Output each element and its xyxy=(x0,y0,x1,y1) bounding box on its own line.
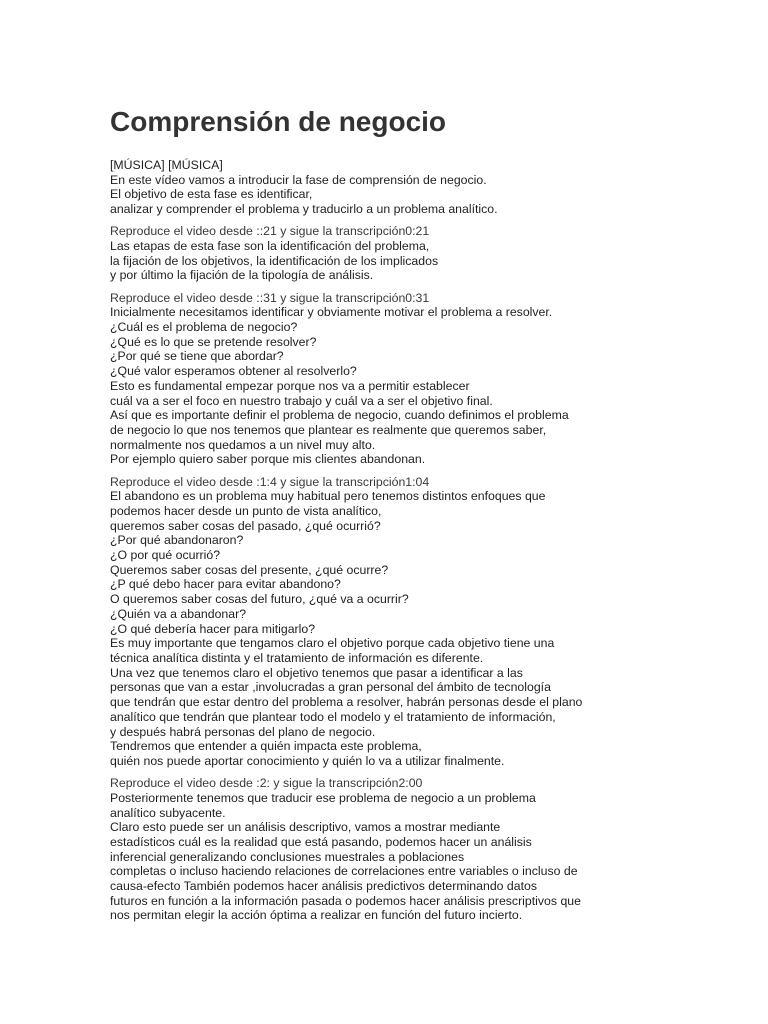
transcript-line: que tendrán que estar dentro del problema a resolver, habrán personas desde el plano xyxy=(110,695,583,710)
transcript-line: [MÚSICA] [MÚSICA] xyxy=(110,158,223,172)
transcript-line: ¿Qué valor esperamos obtener al resolverlo? xyxy=(110,364,357,379)
transcript-line: futuros en función a la información pasada o podemos hacer análisis prescriptivos que xyxy=(110,893,581,908)
transcript-line: inferencial generalizando conclusiones muestrales a poblaciones xyxy=(110,849,465,864)
transcript-line: ¿Por qué se tiene que abordar? xyxy=(110,349,284,364)
document-page xyxy=(110,104,670,931)
timestamp-link[interactable]: Reproduce el video desde :2: y sigue la transcripción2:00 xyxy=(110,776,423,791)
transcript-section xyxy=(110,224,670,283)
transcript-line: y por último la fijación de la tipología de análisis. xyxy=(110,268,374,283)
transcript-section xyxy=(110,475,670,769)
transcript-line: y después habrá personas del plano de negocio. xyxy=(110,724,376,739)
transcript-body xyxy=(110,158,670,923)
transcript-line: Queremos saber cosas del presente, ¿qué ocurre? xyxy=(110,562,389,577)
transcript-section xyxy=(110,776,670,923)
transcript-line: El objetivo de esta fase es identificar, xyxy=(110,187,313,202)
transcript-line: cuál va a ser el foco en nuestro trabajo y cuál va a ser el objetivo final. xyxy=(110,393,493,408)
transcript-line: normalmente nos quedamos a un nivel muy alto. xyxy=(110,437,376,452)
transcript-line: Las etapas de esta fase son la identificación del problema, xyxy=(110,239,430,254)
timestamp-link[interactable]: Reproduce el video desde :1:4 y sigue la transcripción1:04 xyxy=(110,474,430,489)
transcript-line: analítico que tendrán que plantear todo el modelo y el tratamiento de información, xyxy=(110,709,556,724)
timestamp-link[interactable]: Reproduce el video desde ::31 y sigue la transcripción0:31 xyxy=(110,290,430,305)
transcript-line: En este vídeo vamos a introducir la fase de comprensión de negocio. xyxy=(110,172,487,187)
page-title: Comprensión de negocio xyxy=(110,106,447,137)
transcript-line: podemos hacer desde un punto de vista analítico, xyxy=(110,503,382,518)
transcript-line: Inicialmente necesitamos identificar y obviamente motivar el problema a resolver. xyxy=(110,305,553,320)
transcript-line: Así que es importante definir el problema de negocio, cuando definimos el problema xyxy=(110,408,569,423)
transcript-line: técnica analítica distinta y el tratamiento de información es diferente. xyxy=(110,651,484,665)
transcript-section xyxy=(110,291,670,467)
transcript-line: causa-efecto También podemos hacer análisis predictivos determinando datos xyxy=(110,879,537,894)
transcript-line: ¿P qué debo hacer para evitar abandono? xyxy=(110,577,341,592)
transcript-line: la fijación de los objetivos, la identificación de los implicados xyxy=(110,253,439,268)
transcript-line: Por ejemplo quiero saber porque mis clientes abandonan. xyxy=(110,452,426,467)
transcript-line: queremos saber cosas del pasado, ¿qué ocurrió? xyxy=(110,518,381,533)
transcript-line: ¿Por qué abandonaron? xyxy=(110,533,244,548)
transcript-line: El abandono es un problema muy habitual pero tenemos distintos enfoques que xyxy=(110,489,546,504)
transcript-line: personas que van a estar ,involucradas a gran personal del ámbito de tecnología xyxy=(110,680,551,695)
transcript-section xyxy=(110,158,670,217)
transcript-line: de negocio lo que nos tenemos que plantear es realmente que queremos saber, xyxy=(110,422,547,437)
transcript-line: nos permitan elegir la acción óptima a realizar en función del futuro incierto. xyxy=(110,908,523,923)
transcript-line: Una vez que tenemos claro el objetivo tenemos que pasar a identificar a las xyxy=(110,665,523,680)
transcript-line: estadísticos cuál es la realidad que está pasando, podemos hacer un análisis xyxy=(110,834,532,849)
transcript-line: Tendremos que entender a quién impacta este problema, xyxy=(110,739,422,754)
transcript-line: ¿O por qué ocurrió? xyxy=(110,548,221,563)
transcript-line: ¿Quién va a abandonar? xyxy=(110,606,247,621)
transcript-line: ¿O qué debería hacer para mitigarlo? xyxy=(110,621,316,636)
timestamp-link[interactable]: Reproduce el video desde ::21 y sigue la transcripción0:21 xyxy=(110,224,430,239)
transcript-line: Es muy importante que tengamos claro el objetivo porque cada objetivo tiene una xyxy=(110,636,555,651)
transcript-line: quién nos puede aportar conocimiento y quién lo va a utilizar finalmente. xyxy=(110,753,505,768)
transcript-line: Esto es fundamental empezar porque nos va a permitir establecer xyxy=(110,378,470,393)
transcript-line: Posteriormente tenemos que traducir ese problema de negocio a un problema xyxy=(110,790,536,805)
transcript-line: completas o incluso haciendo relaciones de correlaciones entre variables o incluso de xyxy=(110,864,578,879)
transcript-line: O queremos saber cosas del futuro, ¿qué va a ocurrir? xyxy=(110,592,409,607)
transcript-line: Claro esto puede ser un análisis descriptivo, vamos a mostrar mediante xyxy=(110,820,501,835)
transcript-line: ¿Qué es lo que se pretende resolver? xyxy=(110,334,317,349)
transcript-line: analizar y comprender el problema y traducirlo a un problema analítico. xyxy=(110,202,498,217)
transcript-line: analítico subyacente. xyxy=(110,805,226,820)
transcript-line: ¿Cuál es el problema de negocio? xyxy=(110,320,298,335)
